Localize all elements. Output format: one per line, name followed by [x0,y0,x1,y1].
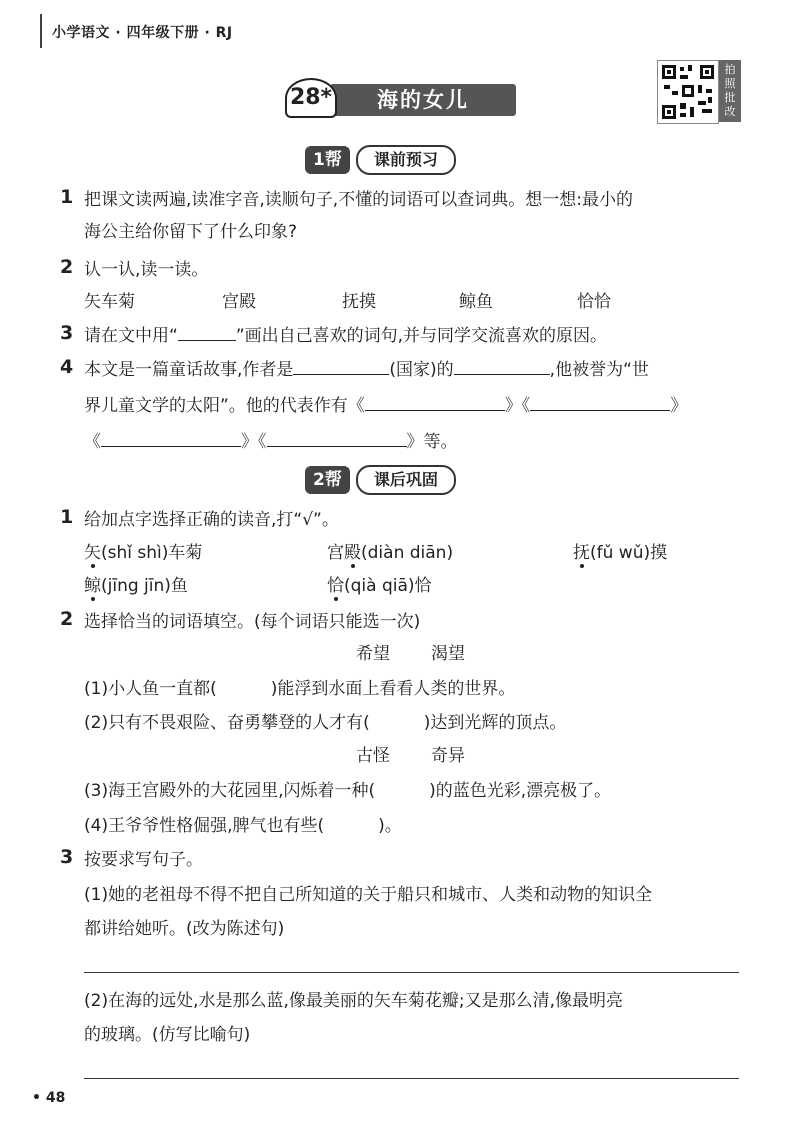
section-number: 1帮 [305,146,350,174]
text-segment: )。 [378,816,402,836]
pinyin-options[interactable]: (shǐ shì) [101,543,169,563]
text-segment: 请在文中用“ [84,326,178,346]
question-text [84,427,458,457]
text-segment: 》《 [241,432,267,452]
pinyin-choice[interactable] [84,571,188,601]
qr-side-char: 批 [724,91,736,104]
text-segment: 》 [670,396,688,416]
question-text [84,321,607,351]
qr-side-char: 照 [724,77,736,90]
text-segment: 《 [84,432,101,452]
question-text: 给加点字选择正确的读音,打“√”。 [84,510,339,530]
sentence-prompt: 都讲给她听。(改为陈述句) [84,919,285,939]
text-segment: (4)王爷爷性格倔强,脾气也有些( [84,816,325,836]
pinyin-choice[interactable] [573,538,667,568]
question-text: 把课文读两遍,读准字音,读顺句子,不懂的词语可以查词典。想一想:最小的 [84,190,633,210]
dotted-char: 抚 [573,543,590,563]
section-badge-preview [305,145,456,175]
work-blank[interactable] [101,428,241,447]
question-text: 认一认,读一读。 [84,260,209,280]
question-number: 4 [60,356,74,378]
text-segment: 本文是一篇童话故事,作者是 [84,360,294,380]
question-number: 2 [60,256,74,278]
pinyin-options[interactable]: (fǔ wǔ) [590,543,651,563]
word-choice: 渴望 [431,644,465,664]
text-segment: (1)小人鱼一直都( [84,679,217,699]
sentence-prompt: 的玻璃。(仿写比喻句) [84,1025,251,1045]
sentence-prompt: (2)在海的远处,水是那么蓝,像最美丽的矢车菊花瓣;又是那么清,像最明亮 [84,991,624,1011]
section-label: 课后巩固 [356,465,456,495]
word-choice: 希望 [356,644,390,664]
book-header: 小学语文 · 四年级下册 · RJ [52,25,233,41]
pinyin-choice[interactable] [327,571,432,601]
lesson-title: 海的女儿 [330,84,516,116]
word-item: 恰恰 [577,292,611,312]
author-name-blank[interactable] [454,356,550,375]
question-number: 1 [60,186,74,208]
pinyin-options[interactable]: (qià qiā) [344,576,415,596]
work-blank[interactable] [365,392,505,411]
dotted-char: 鲸 [84,576,101,596]
dotted-char: 恰 [327,576,344,596]
qr-side-char: 拍 [724,63,736,76]
text-segment: 车菊 [168,543,203,563]
qr-side-char: 改 [724,105,736,118]
word-item: 鲸鱼 [459,292,493,312]
question-text: 海公主给你留下了什么印象? [84,222,298,242]
question-number: 1 [60,506,74,528]
section-label: 课前预习 [356,145,456,175]
word-choice: 古怪 [356,746,390,766]
work-blank[interactable] [267,428,407,447]
answer-line[interactable] [84,1078,739,1079]
text-segment: 鱼 [170,576,188,596]
photo-correction-label [719,60,741,122]
question-text [84,355,649,385]
question-text: 按要求写句子。 [84,850,203,870]
answer-line[interactable] [84,972,739,973]
author-blank[interactable] [293,356,389,375]
work-blank[interactable] [530,392,670,411]
section-badge-review [305,465,456,495]
question-text [84,391,687,421]
text-segment: )能浮到水面上看看人类的世界。 [270,679,516,699]
section-number: 2帮 [305,466,350,494]
text-segment: 》《 [504,396,531,416]
text-segment: (2)只有不畏艰险、奋勇攀登的人才有( [84,713,370,733]
text-segment: )达到光辉的顶点。 [423,713,567,733]
pinyin-choice[interactable] [327,538,453,568]
dotted-char: 矢 [84,543,101,563]
text-segment: ,他被誉为“世 [549,360,649,380]
word-item: 矢车菊 [84,292,135,312]
text-segment: )的蓝色光彩,漂亮极了。 [429,781,612,801]
pinyin-options[interactable]: (diàn diān) [361,543,454,563]
page-number: • 48 [32,1090,66,1106]
text-segment: (3)海王宫殿外的大花园里,闪烁着一种( [84,781,376,801]
pinyin-choice[interactable] [84,538,202,568]
word-choice: 奇异 [431,746,465,766]
dotted-char: 殿 [344,543,361,563]
fill-sentence [84,776,611,806]
question-number: 3 [60,322,74,344]
header-bar [40,14,42,48]
text-segment: 恰 [414,576,432,596]
word-item: 宫殿 [222,292,256,312]
fill-sentence [84,811,402,841]
qr-code-icon[interactable] [657,60,719,124]
text-segment: ”画出自己喜欢的词句,并与同学交流喜欢的原因。 [235,326,608,346]
fill-sentence [84,674,515,704]
text-segment: (国家)的 [389,360,454,380]
question-number: 2 [60,608,74,630]
lesson-number: 28* [285,78,337,118]
question-number: 3 [60,846,74,868]
text-segment: 摸 [650,543,668,563]
word-item: 抚摸 [342,292,376,312]
text-segment: 界儿童文学的太阳”。他的代表作有《 [84,396,365,416]
fill-sentence [84,708,566,738]
pinyin-options[interactable]: (jīng jīn) [101,576,171,596]
sentence-prompt: (1)她的老祖母不得不把自己所知道的关于船只和城市、人类和动物的知识全 [84,885,653,905]
blank-line[interactable] [178,322,236,341]
question-text: 选择恰当的词语填空。(每个词语只能选一次) [84,612,421,632]
text-segment: 宫 [327,543,344,563]
text-segment: 》等。 [406,432,458,452]
